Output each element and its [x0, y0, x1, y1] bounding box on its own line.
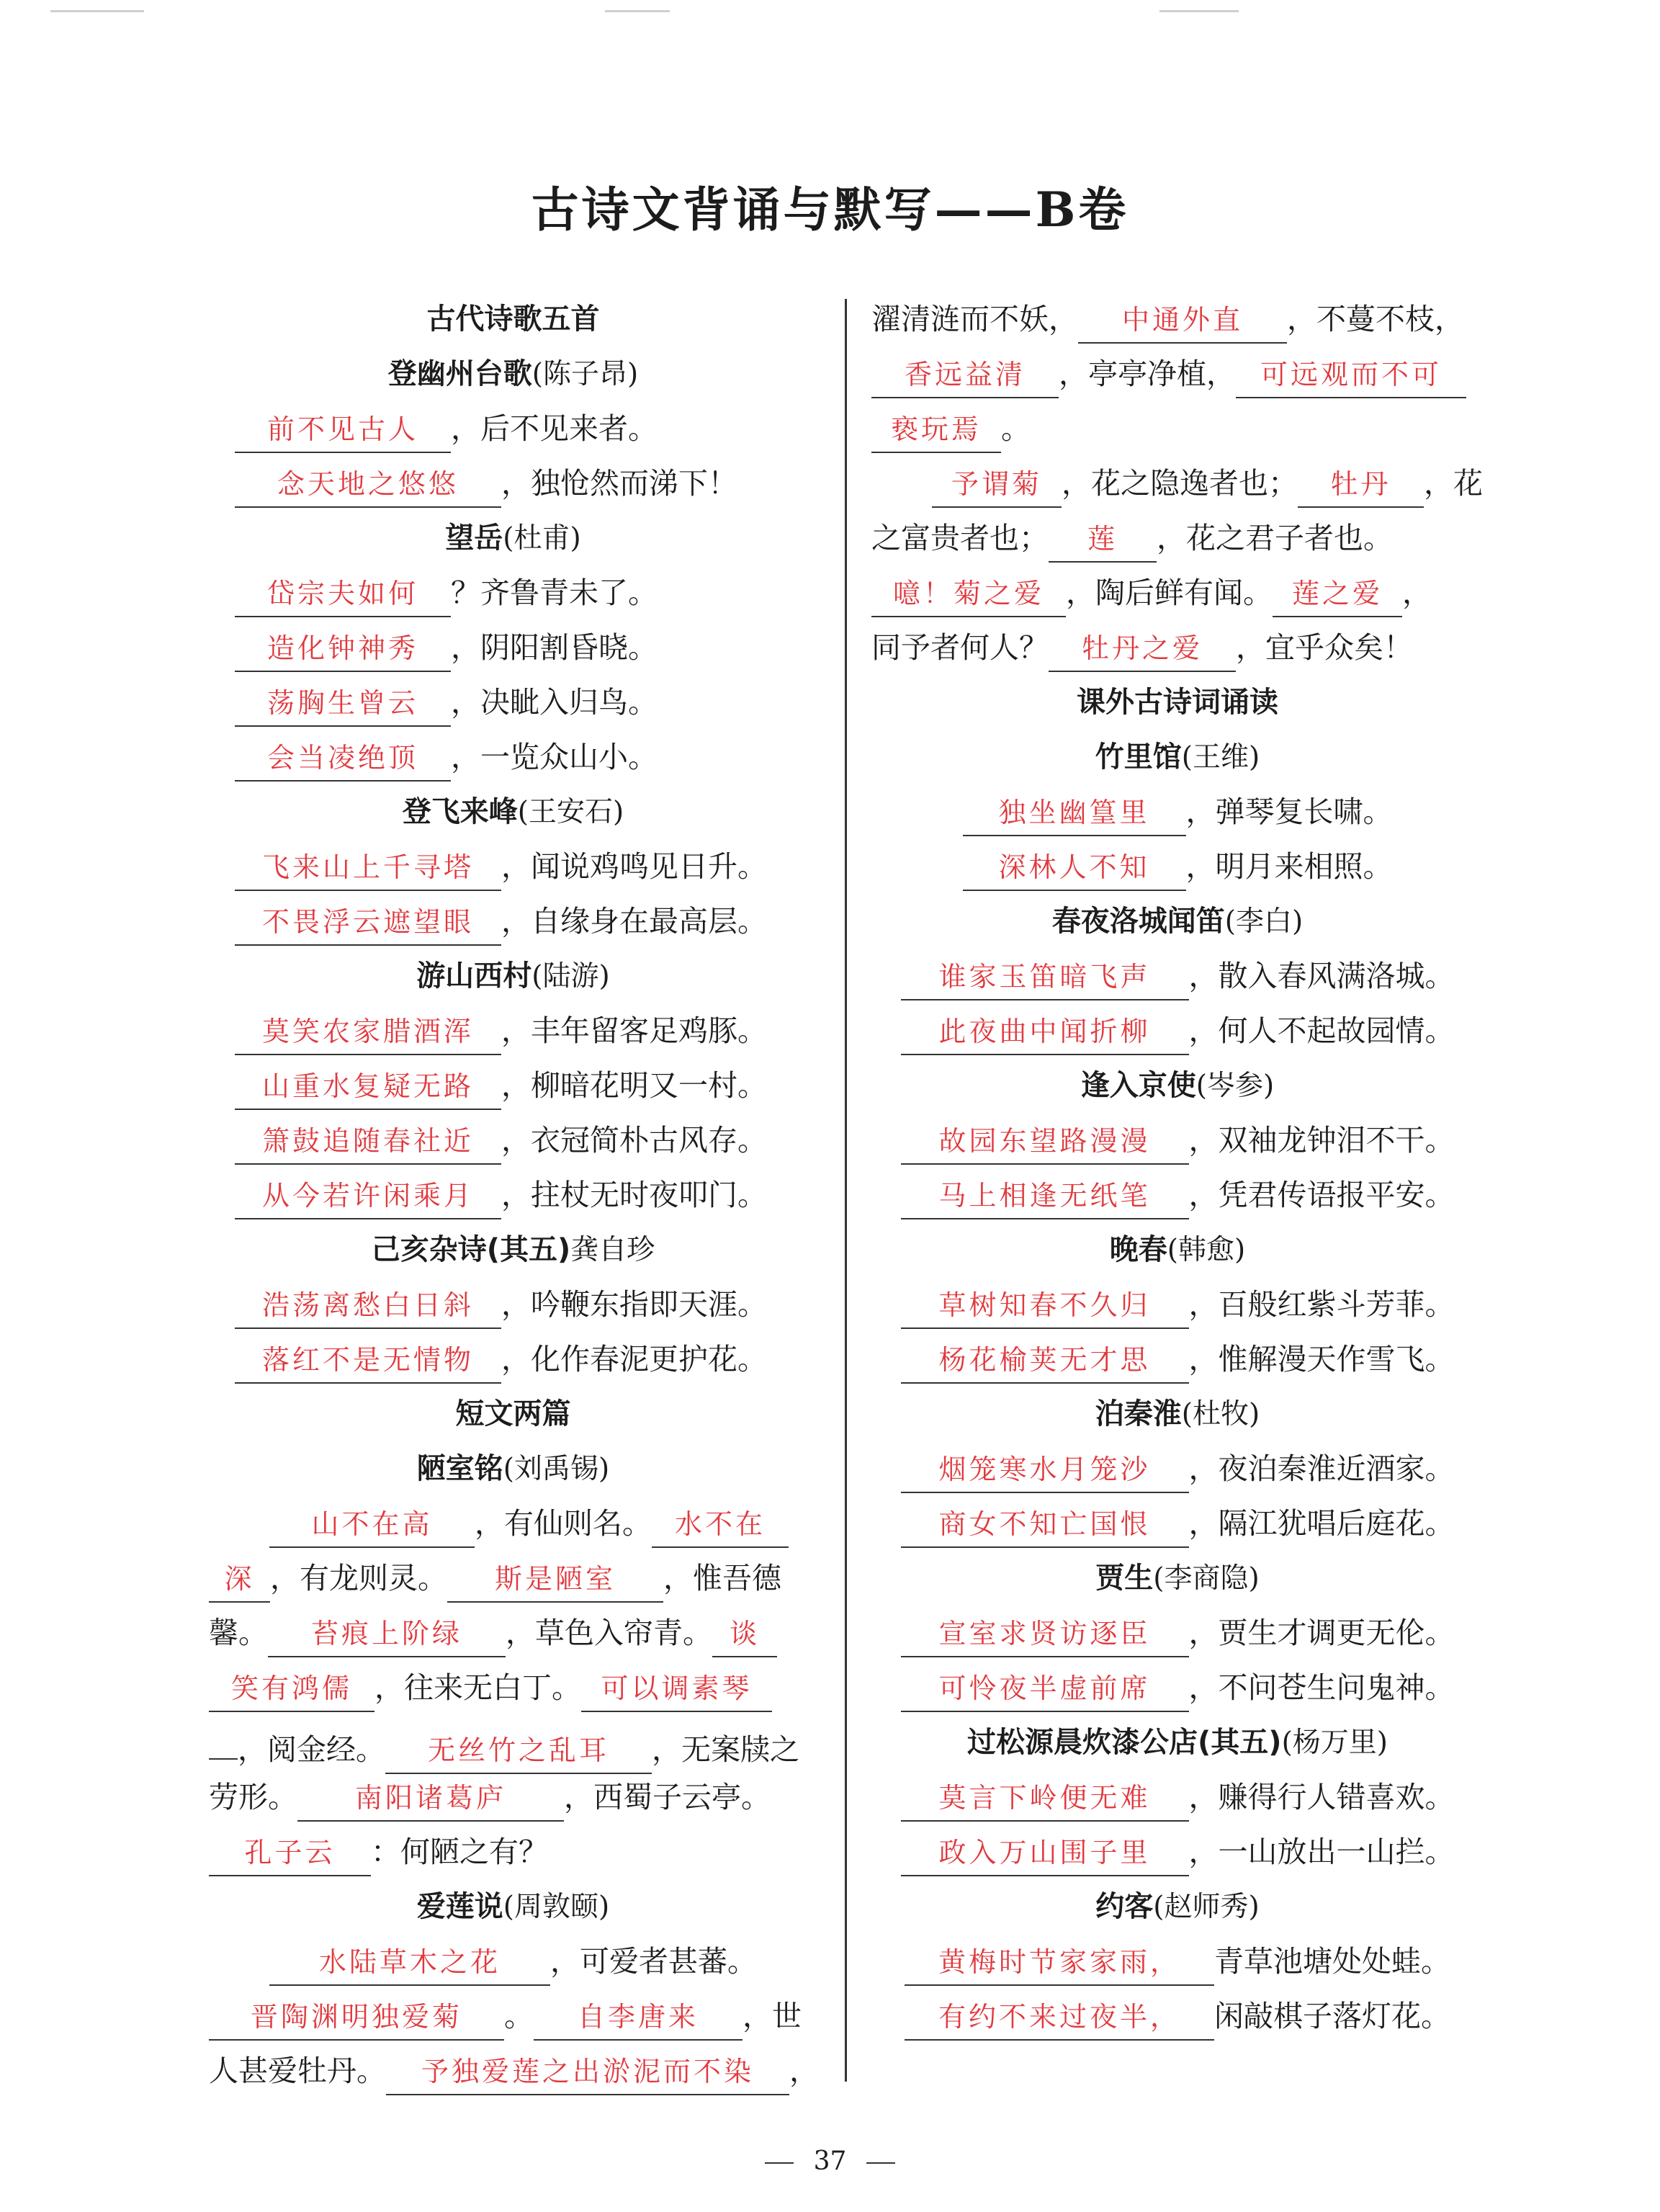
poem-text: ：何陋之有？ — [371, 1835, 548, 1869]
answer-blank[interactable]: 宣室求贤访逐臣 — [901, 1613, 1189, 1657]
poem-text: ，贾生才调更无伦。 — [1188, 1616, 1455, 1650]
text-line — [209, 1606, 817, 1660]
answer-blank[interactable]: 此夜曲中闻折柳 — [901, 1011, 1189, 1055]
text-line — [871, 784, 1484, 839]
answer-blank[interactable]: 念天地之悠悠 — [235, 463, 501, 508]
poem-text: ， — [1402, 576, 1432, 610]
answer-blank[interactable]: 水陆草木之花 — [269, 1941, 550, 1986]
scan-mark — [1159, 10, 1239, 12]
footer-dash — [765, 2162, 794, 2164]
answer-blank[interactable]: 杨花榆荚无才思 — [901, 1339, 1189, 1384]
poem-text: ，无案牍之 — [652, 1732, 799, 1767]
text-line — [871, 1496, 1484, 1551]
text-line — [209, 1277, 817, 1332]
section-heading — [871, 1058, 1484, 1113]
heading-title: 贾生 — [1095, 1562, 1154, 1595]
poem-text: ，拄杖无时夜叩门。 — [501, 1178, 767, 1212]
text-line — [209, 620, 817, 675]
text-line — [209, 1332, 817, 1387]
poem-text: ，自缘身在最高层。 — [501, 904, 767, 939]
text-line — [209, 401, 817, 456]
answer-blank[interactable]: 从今若许闲乘月 — [235, 1175, 501, 1219]
poem-text: 同予者何人？ — [871, 630, 1049, 665]
answer-blank[interactable]: 山不在高 — [269, 1503, 475, 1548]
poem-text: ，决眦入归鸟。 — [451, 685, 658, 720]
text-line — [209, 839, 817, 894]
text-line — [209, 1989, 817, 2043]
heading-title: 泊秦淮 — [1095, 1397, 1182, 1430]
text-line — [209, 1003, 817, 1058]
text-line — [209, 1496, 817, 1551]
text-line — [871, 1277, 1484, 1332]
answer-blank[interactable]: 浩荡离愁白日斜 — [235, 1284, 501, 1329]
footer-dash — [866, 2162, 895, 2164]
answer-blank[interactable]: 可以调素琴 — [581, 1667, 772, 1712]
poem-text: 青草池塘处处蛙。 — [1214, 1944, 1450, 1979]
poem-text: ，阅金经。 — [238, 1732, 385, 1767]
answer-blank[interactable]: 笑有鸿儒 — [209, 1667, 374, 1712]
text-line — [871, 346, 1484, 401]
heading-title: 竹里馆 — [1095, 740, 1182, 774]
text-line — [871, 1660, 1484, 1715]
poem-text: ，化作春泥更护花。 — [501, 1342, 767, 1376]
poem-text: ，吟鞭东指即天涯。 — [501, 1287, 767, 1322]
scan-mark — [50, 10, 144, 12]
answer-blank[interactable]: 莲之爱 — [1273, 573, 1402, 617]
section-heading — [871, 1222, 1484, 1277]
poem-text: 闲敲棋子落灯花。 — [1214, 1999, 1450, 2033]
poem-text: ，往来无白丁。 — [374, 1670, 581, 1705]
heading-title: 望岳 — [445, 521, 503, 555]
left-column — [209, 292, 817, 2098]
section-heading — [209, 346, 817, 401]
text-line — [209, 1934, 817, 1989]
heading-title: 课外古诗词诵读 — [1077, 686, 1278, 719]
answer-blank[interactable]: 故园东望路漫漫 — [901, 1120, 1189, 1165]
poem-text: ，独怆然而涕下！ — [501, 466, 737, 501]
poem-text: 。 — [504, 1999, 534, 2033]
text-line — [871, 1332, 1484, 1387]
poem-text: ，草色入帘青。 — [506, 1616, 712, 1650]
poem-text: ，花 — [1424, 466, 1483, 501]
text-line — [871, 839, 1484, 894]
heading-title: 爱莲说 — [416, 1890, 503, 1923]
text-line — [209, 675, 817, 730]
section-heading — [871, 1879, 1484, 1934]
text-line — [209, 1113, 817, 1168]
text-line — [209, 565, 817, 620]
heading-title: 陋室铭 — [416, 1452, 503, 1485]
text-line — [871, 1168, 1484, 1222]
answer-blank[interactable]: 斯是陋室 — [447, 1558, 663, 1603]
answer-blank[interactable]: 政入万山围子里 — [901, 1832, 1189, 1876]
poem-text: ，惟解漫天作雪飞。 — [1188, 1342, 1455, 1376]
text-line — [209, 1715, 817, 1770]
poem-text: ，后不见来者。 — [451, 411, 658, 446]
poem-text: 馨。 — [209, 1616, 268, 1650]
answer-blank[interactable]: 造化钟神秀 — [235, 627, 451, 672]
text-line — [209, 1058, 817, 1113]
answer-blank[interactable] — [209, 1715, 238, 1760]
text-line — [871, 1989, 1484, 2043]
poem-text: ，可爱者甚蕃。 — [550, 1944, 757, 1979]
answer-blank[interactable]: 深林人不知 — [963, 846, 1186, 891]
heading-author: (王安石) — [517, 796, 624, 828]
heading-title: 短文两篇 — [455, 1397, 571, 1430]
poem-text: ，衣冠简朴古风存。 — [501, 1123, 767, 1158]
heading-author: (韩愈) — [1167, 1234, 1246, 1266]
column-divider — [845, 299, 847, 2082]
text-line — [871, 1113, 1484, 1168]
poem-text: ，一览众山小。 — [451, 740, 658, 774]
heading-title: 登飞来峰 — [402, 795, 518, 828]
section-heading — [209, 1441, 817, 1496]
heading-title: 游山西村 — [416, 959, 532, 993]
answer-blank[interactable]: 晋陶渊明独爱菊 — [209, 1996, 504, 2041]
poem-text: ，宜乎众矣！ — [1236, 630, 1413, 665]
heading-author: 龚自珍 — [570, 1234, 655, 1266]
answer-blank[interactable]: 牡丹 — [1298, 463, 1424, 508]
poem-text: ，丰年留客足鸡豚。 — [501, 1013, 767, 1048]
heading-author: (杜牧) — [1181, 1398, 1260, 1430]
poem-text: ，百般红紫斗芳菲。 — [1188, 1287, 1455, 1322]
answer-blank[interactable]: 可怜夜半虚前席 — [901, 1667, 1189, 1712]
answer-blank[interactable]: 有约不来过夜半， — [905, 1996, 1214, 2041]
answer-blank[interactable]: 牡丹之爱 — [1049, 627, 1236, 672]
answer-blank[interactable]: 无丝竹之乱耳 — [385, 1729, 652, 1774]
page-number: 37 — [813, 2146, 847, 2176]
section-heading — [871, 1551, 1484, 1606]
text-line — [871, 565, 1484, 620]
poem-text: ，有仙则名。 — [475, 1506, 652, 1541]
text-line — [871, 1770, 1484, 1824]
poem-text: ，花之君子者也。 — [1157, 521, 1393, 555]
answer-blank[interactable]: 前不见古人 — [235, 408, 451, 453]
poem-text: ，不问苍生问鬼神。 — [1188, 1670, 1455, 1705]
answer-blank[interactable]: 箫鼓追随春社近 — [235, 1120, 501, 1165]
answer-blank[interactable]: 荡胸生曾云 — [235, 682, 451, 727]
heading-author: (赵师秀) — [1153, 1891, 1260, 1923]
poem-text: ，明月来相照。 — [1185, 849, 1393, 884]
poem-text: ，双袖龙钟泪不干。 — [1188, 1123, 1455, 1158]
heading-title: 春夜洛城闻笛 — [1051, 905, 1225, 938]
poem-text: ，亭亭净植， — [1059, 357, 1236, 391]
answer-blank[interactable]: 亵玩焉 — [871, 408, 1001, 453]
text-line — [209, 1660, 817, 1715]
poem-text: ，闻说鸡鸣见日升。 — [501, 849, 767, 884]
right-column — [871, 292, 1484, 2043]
text-line — [871, 620, 1484, 675]
heading-author: (杨万里) — [1281, 1727, 1388, 1759]
heading-author: (杜甫) — [503, 522, 581, 555]
answer-blank[interactable]: 会当凌绝顶 — [235, 737, 451, 782]
poem-text: ，不蔓不枝， — [1287, 302, 1464, 336]
answer-blank[interactable]: 苔痕上阶绿 — [268, 1613, 506, 1657]
poem-text: ，柳暗花明又一村。 — [501, 1068, 767, 1103]
poem-text: ，有龙则灵。 — [270, 1561, 447, 1595]
section-heading — [209, 949, 817, 1003]
text-line — [871, 1824, 1484, 1879]
heading-title: 登幽州台歌 — [387, 357, 532, 390]
text-line — [209, 1168, 817, 1222]
poem-text: 之富贵者也； — [871, 521, 1049, 555]
heading-author: (陈子昂) — [531, 358, 639, 390]
text-line — [209, 1770, 817, 1824]
poem-text: ，散入春风满洛城。 — [1188, 959, 1455, 993]
text-line — [209, 894, 817, 949]
text-line — [871, 949, 1484, 1003]
answer-blank[interactable]: 香远益清 — [871, 354, 1059, 398]
answer-blank[interactable]: 可远观而不可 — [1236, 354, 1466, 398]
poem-text: ？齐鲁青未了。 — [451, 576, 658, 610]
answer-blank[interactable]: 莫言下岭便无难 — [901, 1777, 1189, 1822]
text-line — [871, 401, 1484, 456]
poem-text: ，隔江犹唱后庭花。 — [1188, 1506, 1455, 1541]
poem-text: 人甚爱牡丹。 — [209, 2054, 386, 2088]
text-line — [871, 1934, 1484, 1989]
heading-title: 过松源晨炊漆公店(其五) — [967, 1726, 1282, 1759]
answer-blank[interactable]: 黄梅时节家家雨， — [905, 1941, 1214, 1986]
poem-text: 。 — [1001, 411, 1031, 446]
text-line — [209, 730, 817, 784]
answer-blank[interactable]: 不畏浮云遮望眼 — [235, 901, 501, 946]
answer-blank[interactable]: 自李唐来 — [534, 1996, 742, 2041]
answer-blank[interactable]: 南阳诸葛庐 — [297, 1777, 564, 1822]
text-line — [871, 292, 1484, 346]
poem-text: ，陶后鲜有闻。 — [1066, 576, 1273, 610]
heading-author: (刘禹锡) — [503, 1453, 610, 1485]
answer-blank[interactable]: 岱宗夫如何 — [235, 573, 451, 617]
answer-blank[interactable]: 谁家玉笛暗飞声 — [901, 956, 1189, 1000]
section-heading — [871, 1715, 1484, 1770]
text-line — [209, 2043, 817, 2098]
answer-blank[interactable]: 深 — [209, 1558, 270, 1603]
answer-blank[interactable]: 水不在 — [652, 1503, 789, 1548]
text-line — [871, 511, 1484, 565]
poem-text: ，夜泊秦淮近酒家。 — [1188, 1451, 1455, 1486]
answer-blank[interactable]: 飞来山上千寻塔 — [235, 846, 501, 891]
heading-author: (陆游) — [531, 960, 610, 993]
poem-text: ，弹琴复长啸。 — [1185, 794, 1393, 829]
section-heading — [871, 894, 1484, 949]
poem-text: ，西蜀子云亭。 — [564, 1780, 771, 1814]
answer-blank[interactable]: 予谓菊 — [932, 463, 1062, 508]
answer-blank[interactable]: 落红不是无情物 — [235, 1339, 501, 1384]
text-line — [871, 1003, 1484, 1058]
section-heading — [871, 675, 1484, 730]
heading-author: (李白) — [1224, 905, 1304, 938]
text-line — [871, 1606, 1484, 1660]
poem-text: ，何人不起故园情。 — [1188, 1013, 1455, 1048]
section-heading — [209, 1222, 817, 1277]
heading-author: (周敦颐) — [503, 1891, 610, 1923]
section-heading — [209, 292, 817, 346]
answer-blank[interactable]: 予独爱莲之出淤泥而不染 — [386, 2051, 789, 2095]
text-line — [209, 456, 817, 511]
poem-text: 劳形。 — [209, 1780, 297, 1814]
answer-blank[interactable]: 独坐幽篁里 — [963, 792, 1186, 836]
heading-title: 己亥杂诗(其五) — [371, 1233, 571, 1266]
section-heading — [871, 730, 1484, 784]
answer-blank[interactable]: 山重水复疑无路 — [235, 1065, 501, 1110]
heading-title: 逢入京使 — [1080, 1069, 1196, 1102]
heading-author: (王维) — [1181, 741, 1260, 774]
poem-text: 濯清涟而不妖， — [871, 302, 1078, 336]
text-line — [871, 456, 1484, 511]
answer-blank[interactable]: 商女不知亡国恨 — [901, 1503, 1189, 1548]
answer-blank[interactable]: 烟笼寒水月笼沙 — [901, 1448, 1189, 1493]
poem-text: ，惟吾德 — [663, 1561, 781, 1595]
heading-title: 约客 — [1095, 1890, 1154, 1923]
heading-title: 晚春 — [1109, 1233, 1167, 1266]
text-line — [871, 1441, 1484, 1496]
answer-blank[interactable]: 马上相逢无纸笔 — [901, 1175, 1189, 1219]
poem-text: ，凭君传语报平安。 — [1188, 1178, 1455, 1212]
page-title: 古诗文背诵与默写——B卷 — [531, 182, 1129, 238]
heading-author: (李商隐) — [1153, 1562, 1260, 1595]
answer-blank[interactable]: 孔子云 — [209, 1832, 371, 1876]
poem-text: ，赚得行人错喜欢。 — [1188, 1780, 1455, 1814]
section-heading — [209, 1387, 817, 1441]
poem-text: ，世 — [742, 1999, 802, 2033]
text-line — [209, 1551, 817, 1606]
poem-text: ，阴阳割昏晓。 — [451, 630, 658, 665]
answer-blank[interactable]: 莫笑农家腊酒浑 — [235, 1011, 501, 1055]
text-line — [209, 1824, 817, 1879]
answer-blank[interactable]: 草树知春不久归 — [901, 1284, 1189, 1329]
scan-mark — [605, 10, 670, 12]
section-heading — [209, 784, 817, 839]
section-heading — [209, 1879, 817, 1934]
answer-blank[interactable]: 中通外直 — [1078, 299, 1287, 344]
poem-text: ，花之隐逸者也； — [1062, 466, 1298, 501]
page-footer — [0, 2146, 1660, 2176]
answer-blank[interactable]: 谈 — [712, 1613, 777, 1657]
answer-blank[interactable]: 莲 — [1049, 518, 1157, 563]
heading-author: (岑参) — [1195, 1070, 1275, 1102]
answer-blank[interactable]: 噫！菊之爱 — [871, 573, 1066, 617]
poem-text: ， — [789, 2054, 819, 2088]
heading-title: 古代诗歌五首 — [426, 303, 600, 336]
section-heading — [209, 511, 817, 565]
section-heading — [871, 1387, 1484, 1441]
poem-text: ，一山放出一山拦。 — [1188, 1835, 1455, 1869]
